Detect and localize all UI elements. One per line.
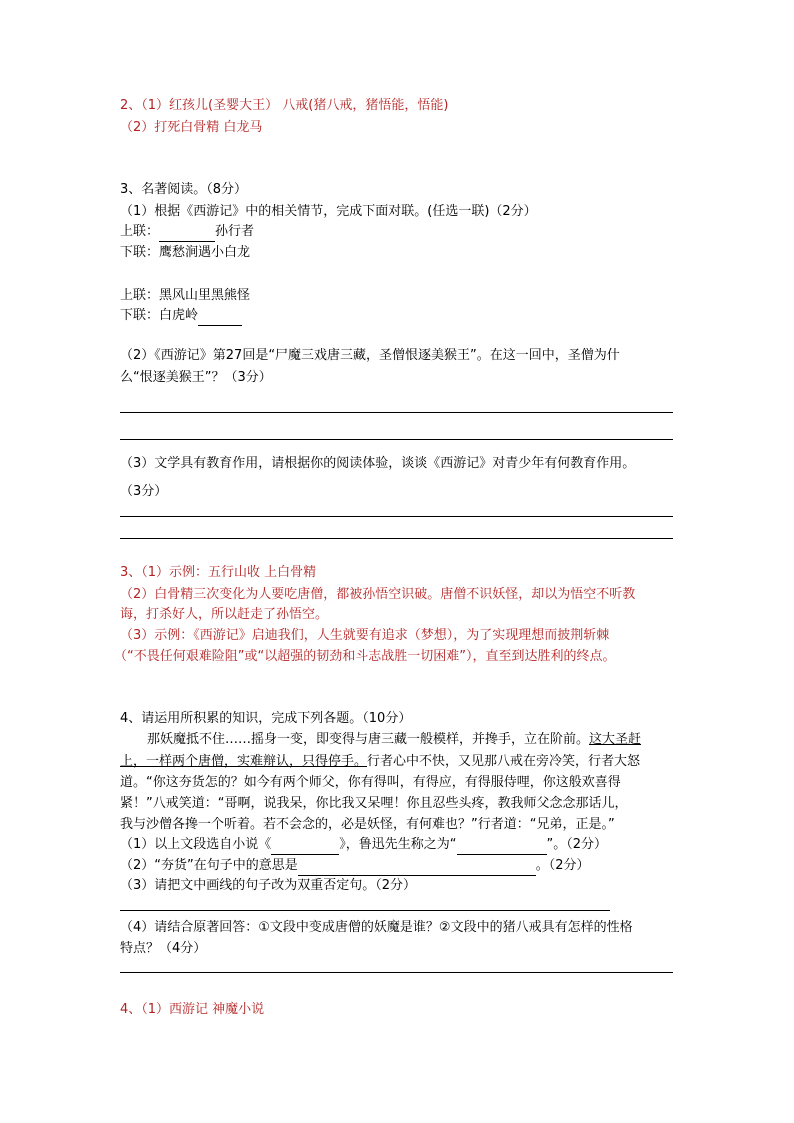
section3-title: 3、名著阅读。（8分）: [120, 182, 248, 197]
couplet1-lower: 下联：鹰愁涧遇小白龙: [120, 245, 251, 260]
section3-q2-line1: （2）《西游记》第27回是“尸魔三戏唐三藏，圣僧恨逐美猴王”。在这一回中，圣僧为什: [120, 348, 620, 363]
couplet2-lower-label: 下联：白虎岭: [120, 308, 199, 323]
section4-q3: （3）请把文中画线的句子改为双重否定句。（2分）: [120, 878, 417, 893]
section3-q2-line2: 么“恨逐美猴王”？（3分）: [120, 370, 272, 385]
genre-blank[interactable]: [457, 839, 547, 855]
section4-q2: [120, 856, 680, 876]
section4-q4-line2: 特点？（4分）: [120, 941, 207, 956]
passage-line3: 道。“你这夯货怎的？如今有两个师父，你有得叫，有得应，有得服侍哩，你这般欢喜得: [120, 775, 621, 790]
section2-answer-line2: （2）打死白骨精 白龙马: [120, 120, 263, 135]
answer-line[interactable]: [120, 439, 673, 440]
section3-answer3-line2: （“不畏任何艰难险阻”或“以超强的韧劲和斗志战胜一切困难”），直至到达胜利的终点。: [114, 649, 616, 664]
underlined-sentence: 这大圣赶: [589, 732, 642, 747]
passage-line2: [120, 752, 680, 772]
section4-q4-line1: （4）请结合原著回答：①文段中变成唐僧的妖魔是谁？②文段中的猪八戒具有怎样的性格: [120, 920, 633, 935]
section3-answer2-line2: 诲，打杀好人，所以赶走了孙悟空。: [120, 607, 329, 622]
section2-answer-line1: 2、（1）红孩儿(圣婴大王） 八戒(猪八戒，猪悟能，悟能): [120, 98, 449, 113]
q1-text: （1）以上文段选自小说《: [120, 837, 272, 852]
couplet2-upper: 上联：黑风山里黑熊怪: [120, 288, 251, 303]
answer-line[interactable]: [120, 910, 610, 911]
passage-line1: [120, 730, 707, 750]
couplet1-blank[interactable]: [159, 226, 215, 242]
answer-line[interactable]: [120, 972, 673, 973]
section3-answer3-line1: （3）示例：《西游记》启迪我们，人生就要有追求（梦想），为了实现理想而披荆斩棘: [120, 628, 610, 643]
answer-line[interactable]: [120, 412, 673, 413]
section3-answer2-line1: （2）白骨精三次变化为人要吃唐僧，都被孙悟空识破。唐僧不识妖怪，却以为悟空不听教: [120, 587, 636, 602]
section3-q3-line1: （3）文学具有教育作用，请根据你的阅读体验，谈谈《西游记》对青少年有何教育作用。: [120, 456, 636, 471]
couplet1-upper-text: 孙行者: [215, 224, 255, 239]
section3-answer1: 3、（1）示例：五行山收 上白骨精: [120, 565, 317, 580]
couplet1-upper: [120, 222, 680, 242]
couplet2-blank[interactable]: [198, 310, 242, 326]
section4-q1: [120, 835, 680, 855]
section4-title: 4、请运用所积累的知识，完成下列各题。（10分）: [120, 711, 412, 726]
passage-line4: 紧！”八戒笑道：“哥啊，说我呆，你比我又呆哩！你且忍些头疼，教我师父念念那话儿，: [120, 796, 628, 811]
passage-text: 那妖魔抵不住……摇身一变，即变得与唐三藏一般模样，并搀手，立在阶前。: [147, 732, 590, 747]
couplet1-upper-label: 上联：: [120, 224, 160, 239]
section4-answer1: 4、（1）西游记 神魔小说: [120, 1002, 265, 1017]
underlined-sentence: 上，一样两个唐僧，实难辩认，只得停手。: [120, 754, 368, 769]
passage-line5: 我与沙僧各搀一个听着。若不会念的，必是妖怪，有何难也？”行者道：“兄弟，正是。”: [120, 817, 615, 832]
novel-title-blank[interactable]: [271, 839, 339, 855]
section3-q3-line2: （3分）: [120, 484, 168, 499]
q1-text: ”。（2分）: [546, 837, 608, 852]
couplet2-lower: [120, 306, 680, 326]
q1-text: 》，鲁迅先生称之为“: [339, 837, 457, 852]
section3-q1: （1）根据《西游记》中的相关情节，完成下面对联。(任选一联)（2分）: [120, 204, 537, 219]
meaning-blank[interactable]: [298, 860, 536, 876]
q2-text: 。（2分）: [535, 858, 590, 873]
answer-line[interactable]: [120, 516, 673, 517]
answer-line[interactable]: [120, 538, 673, 539]
passage-text: 行者心中不快，又见那八戒在旁冷笑，行者大怒: [367, 754, 641, 769]
q2-text: （2）“夯货”在句子中的意思是: [120, 858, 298, 873]
